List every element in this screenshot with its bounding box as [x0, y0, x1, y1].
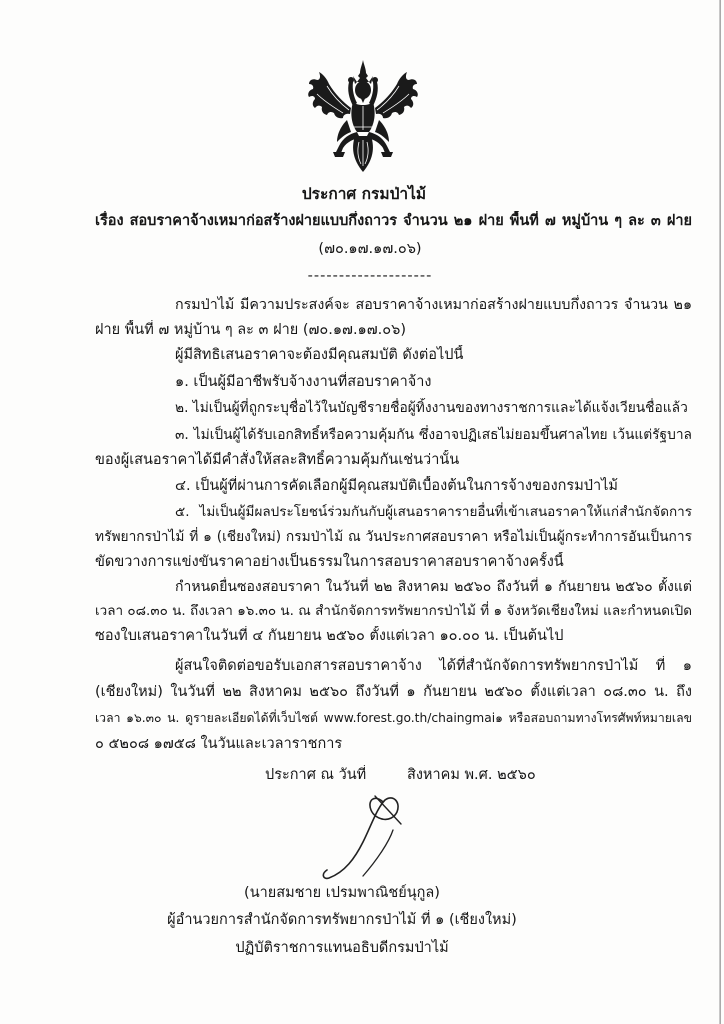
submission-line-1: กำหนดยื่นซองสอบราคา ในวันที่ ๒๒ สิงหาคม ๒๕๖๐ ถึงวันที่ ๑ กันยายน ๒๕๖๐ ตั้งแต่: [175, 579, 692, 595]
contact-line-4: ๐ ๕๒๐๘ ๑๗๕๘ ในวันและเวลาราชการ: [95, 736, 343, 752]
qualification-2: ๒. ไม่เป็นผู้ที่ถูกระบุชื่อไว้ในบัญชีรายชื่อผู้ทิ้งงานของทางราชการและได้แจ้งเวียนชื่อแล้ว: [175, 400, 688, 416]
submission-line-2: เวลา ๐๘.๓๐ น. ถึงเวลา ๑๖.๓๐ น. ณ สำนักจัดการทรัพยากรป่าไม้ ที่ ๑ จังหวัดเชียงใหม่ และกำหนดเปิด: [95, 603, 692, 619]
page-edge: [719, 0, 721, 1024]
signatory-name: (นายสมชาย เปรมพาณิชย์นุกูล): [244, 885, 440, 901]
announced-on-label: ประกาศ ณ วันที่: [265, 767, 367, 783]
contact-line-3: เวลา ๑๖.๓๐ น. ดูรายละเอียดได้ที่เว็บไซต์ www.forest.go.th/chaingmai๑ หรือสอบถามทางโทรศัพท์หมายเลข: [95, 711, 692, 725]
qualification-3-line-1: ๓. ไม่เป็นผู้ได้รับเอกสิทธิ์หรือความคุ้มกัน ซึ่งอาจปฏิเสธไม่ยอมขึ้นศาลไทย เว้นแต่รัฐบาล: [175, 427, 692, 443]
subject-line: เรื่อง สอบราคาจ้างเหมาก่อสร้างฝายแบบกึ่งถาวร จำนวน ๒๑ ฝาย พื้นที่ ๗ หมู่บ้าน ๆ ละ ๓ ฝาย: [95, 213, 692, 229]
qualification-3-line-2: ของผู้เสนอราคาได้มีคำสั่งให้สละสิทธิ์ความคุ้มกันเช่นว่านั้น: [95, 452, 460, 468]
qualification-5-line-3: ขัดขวางการแข่งขันราคาอย่างเป็นธรรมในการสอบราคาสอบราคาจ้างครั้งนี้: [95, 554, 564, 570]
qualifications-intro: ผู้มีสิทธิเสนอราคาจะต้องมีคุณสมบัติ ดังต่อไปนี้: [175, 347, 464, 363]
announced-month-year: สิงหาคม พ.ศ. ๒๕๖๐: [407, 767, 536, 783]
handwritten-signature: [305, 780, 425, 890]
signatory-acting-for: ปฏิบัติราชการแทนอธิบดีกรมป่าไม้: [235, 940, 449, 956]
qualification-4: ๔. เป็นผู้ที่ผ่านการคัดเลือกผู้มีคุณสมบัติเบื้องต้นในการจ้างของกรมป่าไม้: [175, 478, 618, 494]
announcement-heading: ประกาศ กรมป่าไม้: [301, 185, 427, 203]
contact-line-1: ผู้สนใจติดต่อขอรับเอกสารสอบราคาจ้าง ได้ที่สำนักจัดการทรัพยากรป่าไม้ ที่ ๑: [175, 658, 692, 674]
garuda-emblem: [303, 60, 423, 172]
submission-line-3: ซองใบเสนอราคาในวันที่ ๔ กันยายน ๒๕๖๐ ตั้งแต่เวลา ๑๐.๐๐ น. เป็นต้นไป: [95, 628, 564, 644]
qualification-5-line-2: ทรัพยากรป่าไม้ ที่ ๑ (เชียงใหม่) กรมป่าไม้ ณ วันประกาศสอบราคา หรือไม่เป็นผู้กระทำการอันเป็นการ: [95, 529, 692, 545]
contact-line-2: (เชียงใหม่) ในวันที่ ๒๒ สิงหาคม ๒๕๖๐ ถึงวันที่ ๑ กันยายน ๒๕๖๐ ตั้งแต่เวลา ๐๘.๓๐ น. ถึง: [95, 684, 692, 700]
intro-line-1: กรมป่าไม้ มีความประสงค์จะ สอบราคาจ้างเหมาก่อสร้างฝายแบบกึ่งถาวร จำนวน ๒๑: [175, 297, 692, 313]
qualification-5-line-1: ๕. ไม่เป็นผู้มีผลประโยชน์ร่วมกันกับผู้เสนอราคารายอื่นที่เข้าเสนอราคาให้แก่สำนักจัดการ: [175, 504, 692, 520]
signatory-position: ผู้อำนวยการสำนักจัดการทรัพยากรป่าไม้ ที่ ๑ (เชียงใหม่): [167, 912, 517, 928]
reference-code: (๗๐.๑๗.๑๗.๐๖): [318, 241, 422, 257]
intro-line-2: ฝาย พื้นที่ ๗ หมู่บ้าน ๆ ละ ๓ ฝาย (๗๐.๑๗.๑๗.๐๖): [95, 322, 406, 338]
divider: --------------------: [307, 268, 433, 284]
qualification-1: ๑. เป็นผู้มีอาชีพรับจ้างงานที่สอบราคาจ้าง: [175, 374, 432, 390]
